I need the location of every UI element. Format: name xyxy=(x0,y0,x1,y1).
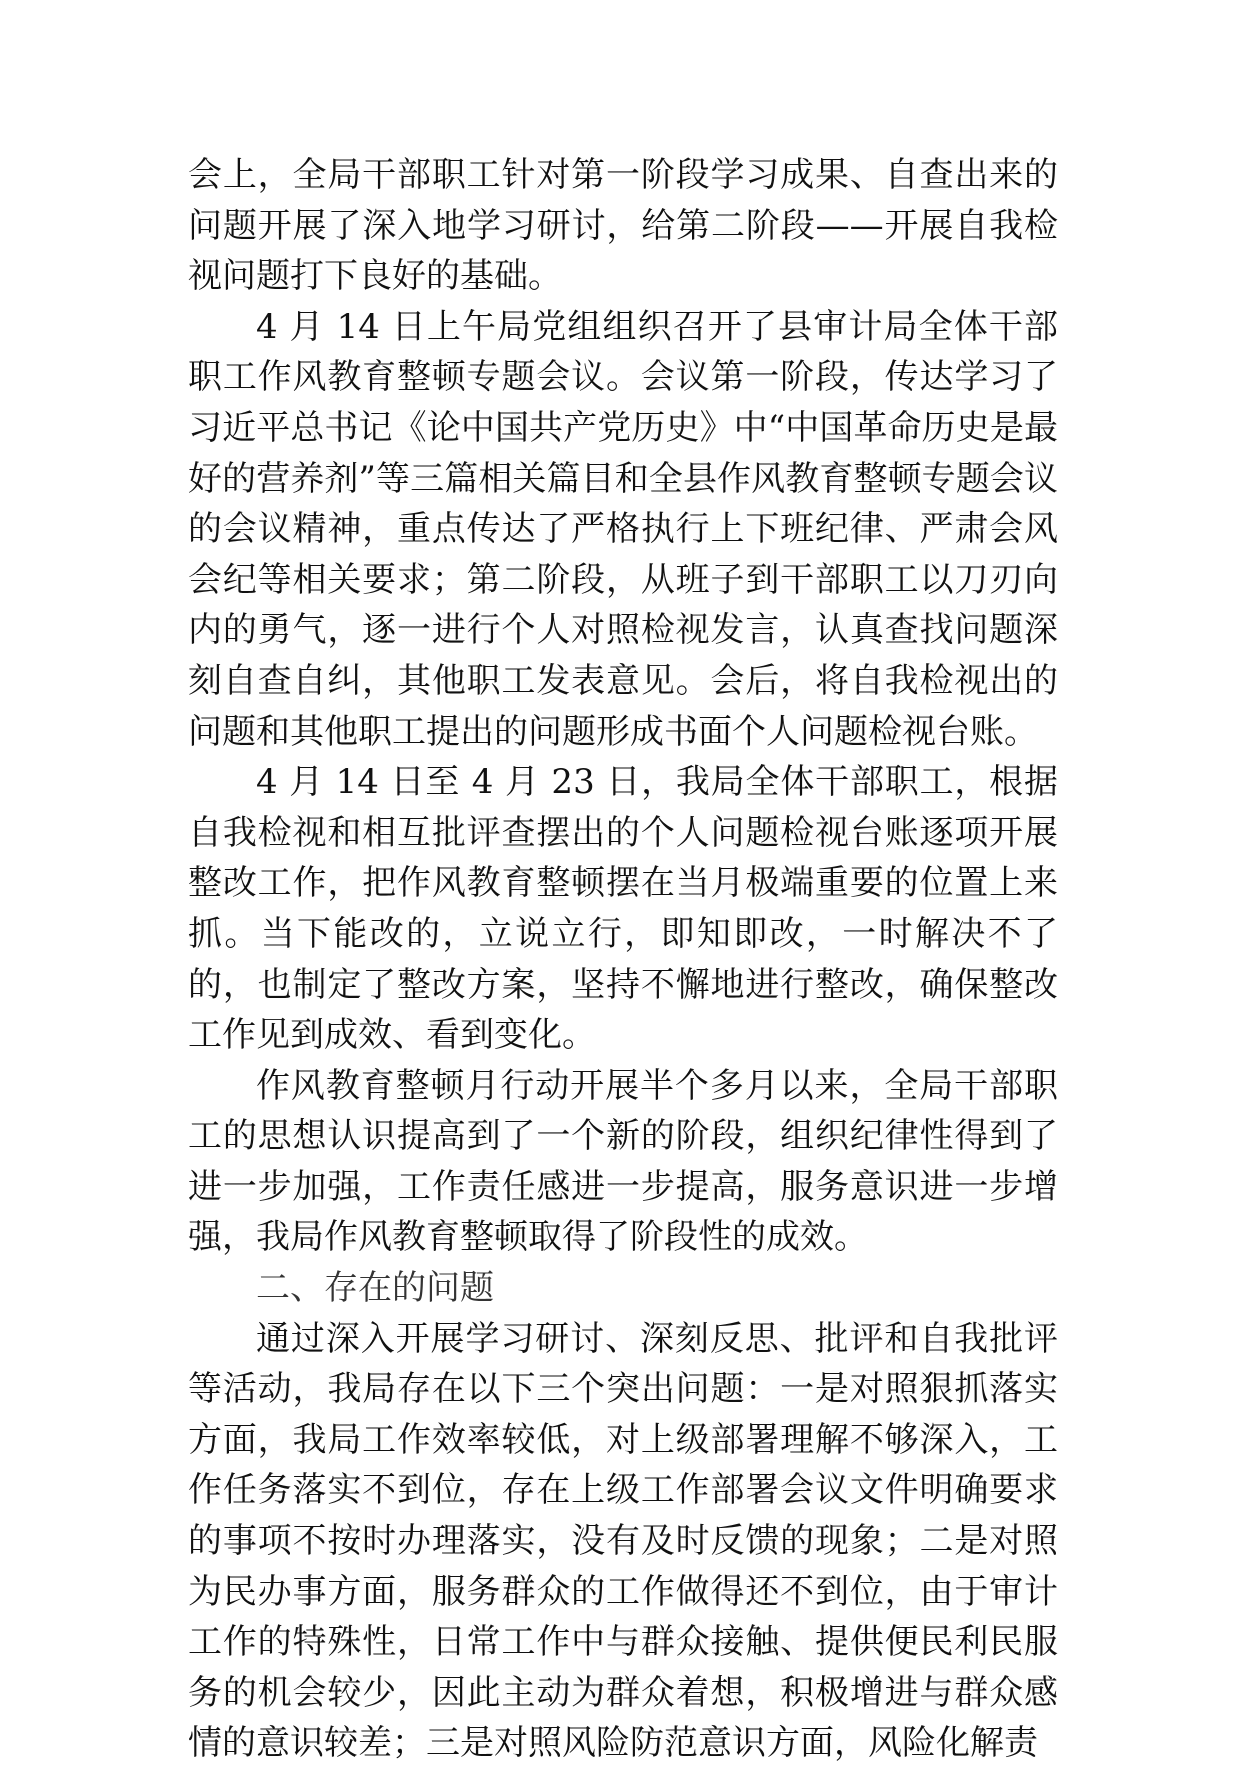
paragraph-meeting-summary: 会上，全局干部职工针对第一阶段学习成果、自查出来的问题开展了深入地学习研讨，给第二阶段——开展自我检视问题打下良好的基础。 xyxy=(188,155,1058,297)
document-page xyxy=(188,150,1058,1769)
section-heading-problems: 二、存在的问题 xyxy=(256,1268,494,1309)
paragraph-rectification-work: 4 月 14 日至 4 月 23 日，我局全体干部职工，根据自我检视和相互批评查摆出的个人问题检视台账逐项开展整改工作，把作风教育整顿摆在当月极端重要的位置上来抓。当下能改的，立说立行，即知即改，一时解决不了的，也制定了整改方案，坚持不懈地进行整改，确保整改工作见到成效、看到变化。 xyxy=(188,762,1058,1056)
paragraph-problems-detail: 通过深入开展学习研讨、深刻反思、批评和自我批评等活动，我局存在以下三个突出问题：一是对照狠抓落实方面，我局工作效率较低，对上级部署理解不够深入，工作任务落实不到位，存在上级工作部署会议文件明确要求的事项不按时办理落实，没有及时反馈的现象；二是对照为民办事方面，服务群众的工作做得还不到位，由于审计工作的特殊性，日常工作中与群众接触、提供便民利民服务的机会较少，因此主动为群众着想，积极增进与群众感情的意识较差；三是对照风险防范意识方面，风险化解责 xyxy=(188,1318,1058,1764)
paragraph-results: 作风教育整顿月行动开展半个多月以来，全局干部职工的思想认识提高到了一个新的阶段，组织纪律性得到了进一步加强，工作责任感进一步提高，服务意识进一步增强，我局作风教育整顿取得了阶段性的成效。 xyxy=(188,1065,1058,1258)
paragraph-april-14-meeting: 4 月 14 日上午局党组组织召开了县审计局全体干部职工作风教育整顿专题会议。会议第一阶段，传达学习了习近平总书记《论中国共产党历史》中“中国革命历史是最好的营养剂”等三篇相关篇目和全县作风教育整顿专题会议的会议精神，重点传达了严格执行上下班纪律、严肃会风会纪等相关要求；第二阶段，从班子到干部职工以刀刃向内的勇气，逐一进行个人对照检视发言，认真查找问题深刻自查自纠，其他职工发表意见。会后，将自我检视出的问题和其他职工提出的问题形成书面个人问题检视台账。 xyxy=(188,306,1058,752)
